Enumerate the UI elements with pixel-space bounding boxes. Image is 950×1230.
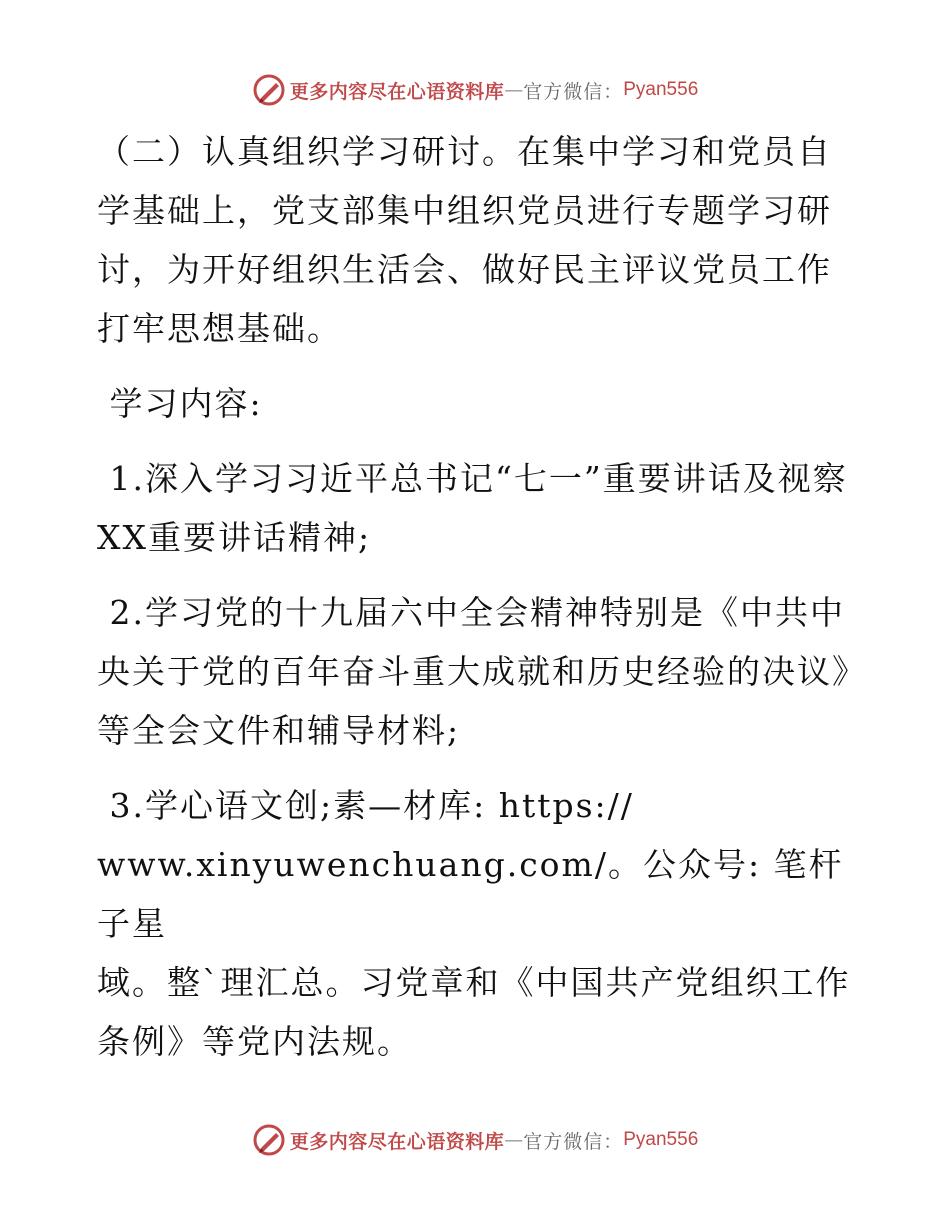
watermark-wechat-id: Pyan556	[623, 1129, 699, 1150]
watermark-wechat-id: Pyan556	[623, 79, 699, 100]
watermark-dash: —	[504, 1129, 524, 1151]
watermark-text: 更多内容尽在心语资料库	[289, 80, 505, 103]
paragraph-item-2: 2.学习党的十九届六中全会精神特别是《中共中央关于党的百年奋斗重大成就和历史经验的决议》等全会文件和辅导材料;	[97, 593, 851, 750]
watermark-dash: —	[504, 79, 524, 101]
watermark-wechat-label: 官方微信：	[523, 1130, 624, 1153]
document-body	[97, 122, 857, 1071]
paragraph-item-3-line-1: 3.学心语文创;素—材库: https://	[97, 786, 634, 825]
pen-logo-icon	[252, 1123, 286, 1157]
pen-logo-icon	[252, 73, 286, 107]
paragraph-study-discussion: （二）认真组织学习研讨。在集中学习和党员自学基础上，党支部集中组织党员进行专题学习研讨，为开好组织生活会、做好民主评议党员工作打牢思想基础。	[97, 132, 832, 348]
paragraph-item-1: 1.深入学习习近平总书记“七一”重要讲话及视察XX重要讲话精神;	[97, 459, 848, 557]
paragraph-study-content-heading: 学习内容:	[97, 384, 263, 423]
watermark-footer	[0, 1120, 950, 1160]
watermark-wechat-label: 官方微信：	[523, 80, 624, 103]
watermark-header	[0, 70, 950, 110]
paragraph-item-3-line-3: 域。整`理汇总。习党章和《中国共产党组织工作条例》等党内法规。	[97, 963, 851, 1061]
paragraph-item-3-line-2: www.xinyuwenchuang.com/。公众号: 笔杆子星	[97, 845, 844, 943]
watermark-text: 更多内容尽在心语资料库	[289, 1130, 505, 1153]
